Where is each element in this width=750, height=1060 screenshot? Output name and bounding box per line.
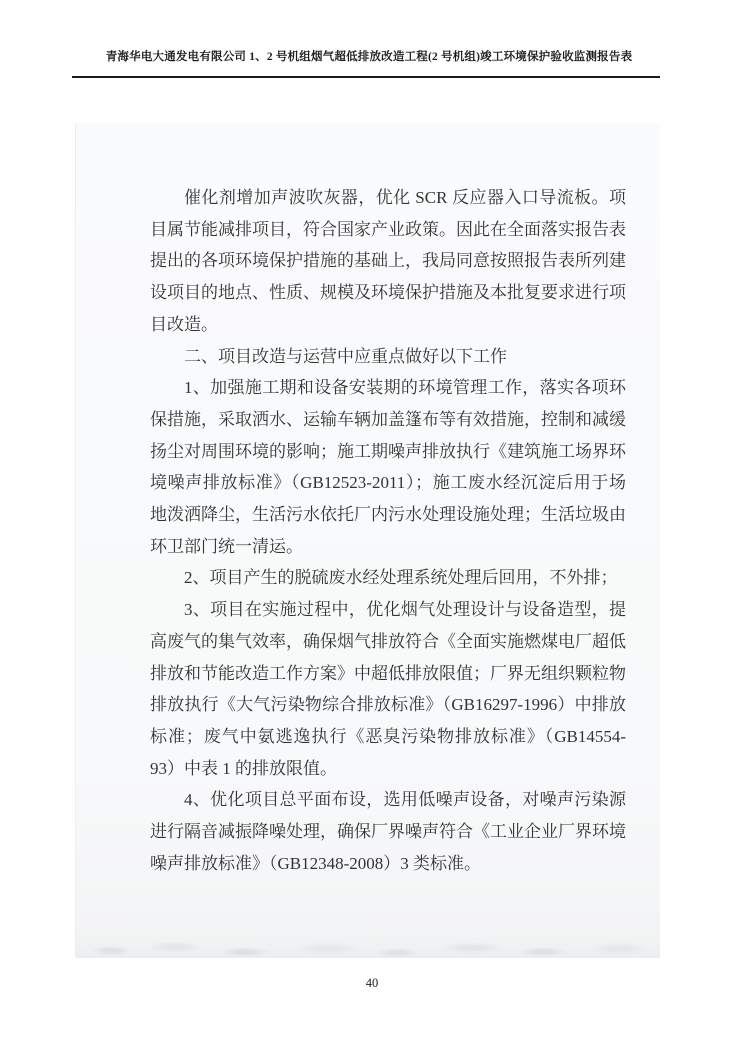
scanned-page-region: [75, 123, 660, 958]
paragraph-section-two-heading: 二、项目改造与运营中应重点做好以下工作: [184, 346, 507, 366]
running-header-title: 青海华电大通发电有限公司 1、2 号机组烟气超低排放改造工程(2 号机组)竣工环境保护验收监测报告表: [105, 51, 633, 63]
header-divider-rule: [72, 76, 660, 78]
paragraph-catalyst-measures: 催化剂增加声波吹灰器，优化 SCR 反应器入口导流板。项目属节能减排项目，符合国家产业政策。因此在全面落实报告表提出的各项环境保护措施的基础上，我局同意按照报告表所列建设项目的地点、性质、规模及环境保护措施及本批复要求进行项目改造。: [150, 188, 626, 334]
paragraph-item-4-noise: 4、优化项目总平面布设，选用低噪声设备，对噪声污染源进行隔音减振降噪处理，确保厂界噪声符合《工业企业厂界环境噪声排放标准》（GB12348-2008）3 类标准。: [150, 790, 626, 873]
paragraph-item-2-wastewater: 2、项目产生的脱硫废水经处理系统处理后回用，不外排；: [184, 568, 618, 588]
approval-text-block: [150, 182, 626, 879]
paragraph-item-1-construction: 1、加强施工期和设备安装期的环境管理工作，落实各项环保措施，采取洒水、运输车辆加盖篷布等有效措施，控制和减缓扬尘对周围环境的影响；施工期噪声排放执行《建筑施工场界环境噪声排放标准》（GB12523-2011）；施工废水经沉淀后用于场地泼洒降尘，生活污水依托厂内污水处理设施处理；生活垃圾由环卫部门统一清运。: [150, 378, 626, 556]
paragraph-item-3-fluegas: 3、项目在实施过程中，优化烟气处理设计与设备造型，提高废气的集气效率，确保烟气排放符合《全面实施燃煤电厂超低排放和节能改造工作方案》中超低排放限值；厂界无组织颗粒物排放执行《大气污染物综合排放标准》（GB16297-1996）中排放标准；废气中氨逃逸执行《恶臭污染物排放标准》（GB14554-93）中表 1 的排放限值。: [150, 600, 626, 778]
scan-shadow-band: [76, 934, 660, 958]
page-number: 40: [365, 976, 379, 990]
